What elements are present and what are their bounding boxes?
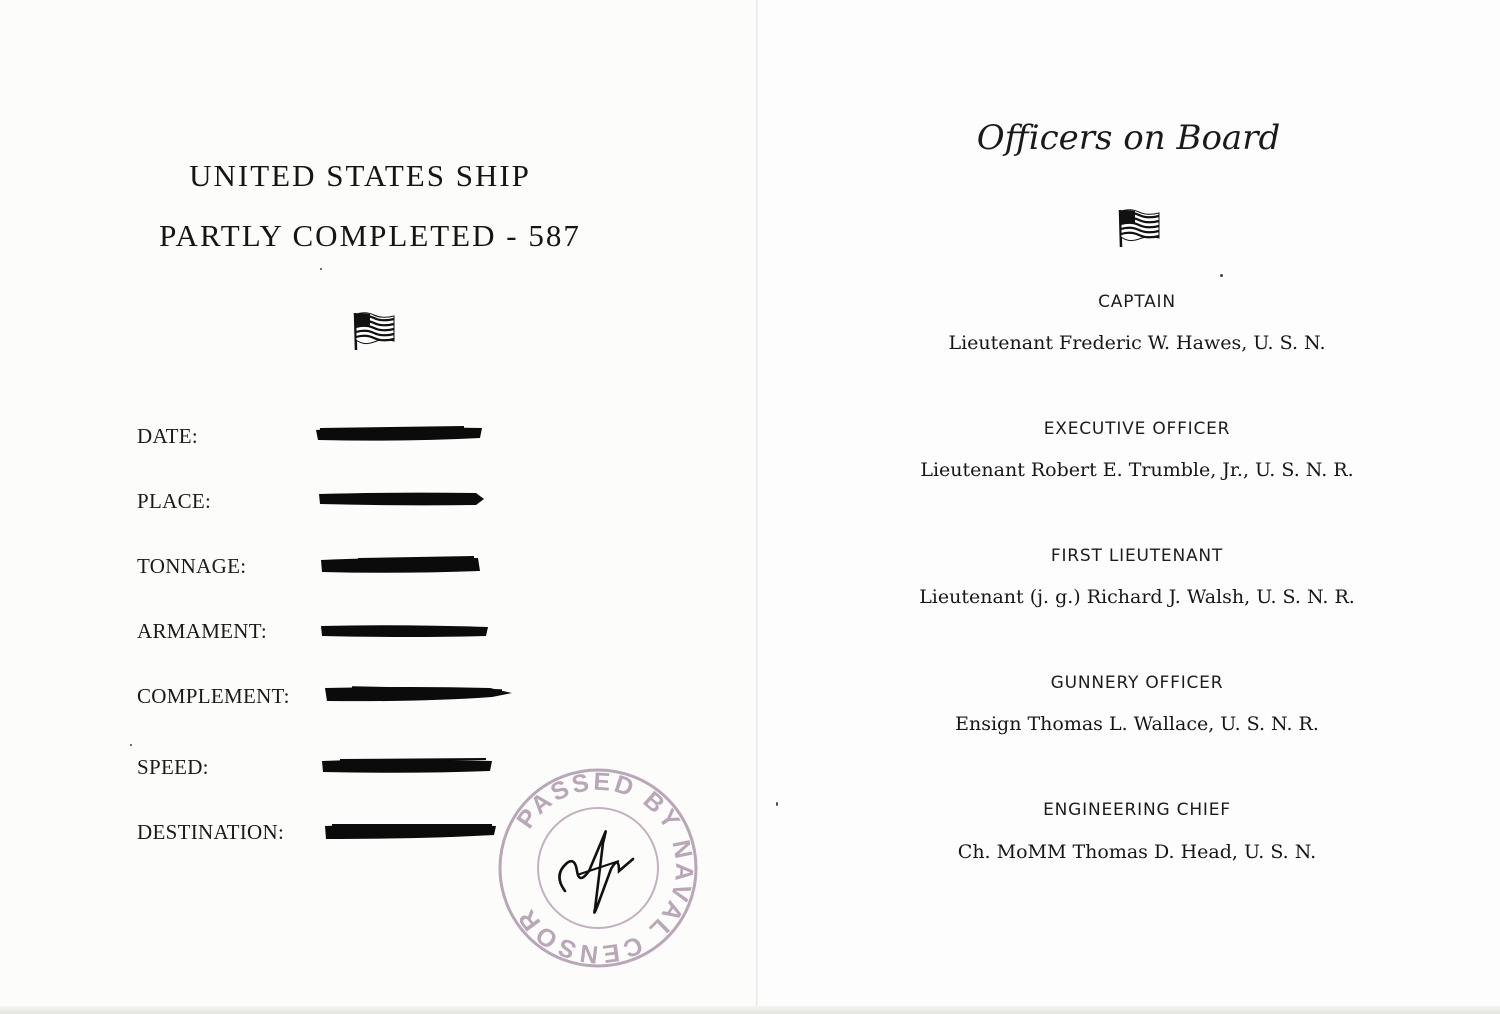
officer-name-gunnery-officer: Ensign Thomas L. Wallace, U. S. N. R. <box>955 713 1319 735</box>
page-bottom-edge <box>0 1006 1500 1014</box>
ink-speck <box>1220 274 1223 277</box>
officer-name-executive-officer: Lieutenant Robert E. Trumble, Jr., U. S. N. R. <box>920 459 1354 481</box>
field-label-speed: SPEED: <box>137 755 209 779</box>
us-flag-icon <box>1117 208 1161 248</box>
censor-signature <box>559 831 633 912</box>
field-label-destination: DESTINATION: <box>137 820 285 844</box>
officer-role-engineering-chief: ENGINEERING CHIEF <box>1043 800 1231 820</box>
officer-name-first-lieutenant: Lieutenant (j. g.) Richard J. Walsh, U. S. N. R. <box>919 586 1355 608</box>
redaction-bar-date <box>314 424 486 444</box>
officers-heading: Officers on Board <box>976 118 1281 158</box>
officer-name-engineering-chief: Ch. MoMM Thomas D. Head, U. S. N. <box>957 841 1317 863</box>
officer-name-captain: Lieutenant Frederic W. Hawes, U. S. N. <box>948 332 1326 354</box>
stamp-text: PASSED BY NAVAL CENSOR <box>511 767 699 969</box>
ship-title-line-2: PARTLY COMPLETED - 587 <box>159 218 581 253</box>
redaction-bar-speed <box>320 756 496 776</box>
officer-role-executive-officer: EXECUTIVE OFFICER <box>1043 419 1231 439</box>
officer-role-captain: CAPTAIN <box>1098 292 1176 312</box>
redaction-bar-complement <box>322 684 516 706</box>
officer-role-gunnery-officer: GUNNERY OFFICER <box>1050 673 1224 693</box>
naval-censor-stamp <box>493 763 703 973</box>
field-label-tonnage: TONNAGE: <box>137 554 247 578</box>
field-label-complement: COMPLEMENT: <box>137 684 290 708</box>
officer-role-first-lieutenant: FIRST LIEUTENANT <box>1050 546 1224 566</box>
ink-speck <box>130 744 132 746</box>
ship-title-line-1: UNITED STATES SHIP <box>189 158 531 193</box>
ink-speck <box>320 268 322 270</box>
field-label-place: PLACE: <box>137 489 212 513</box>
svg-text:PASSED BY NAVAL CENSOR <box>511 768 698 969</box>
redaction-bar-armament <box>318 621 492 641</box>
ink-speck <box>776 802 778 806</box>
us-flag-icon <box>352 311 396 351</box>
redaction-bar-place <box>316 489 488 509</box>
redaction-bar-tonnage <box>318 555 484 577</box>
redaction-bar-destination <box>322 821 500 843</box>
field-label-armament: ARMAMENT: <box>137 619 267 643</box>
field-label-date: DATE: <box>137 424 198 448</box>
